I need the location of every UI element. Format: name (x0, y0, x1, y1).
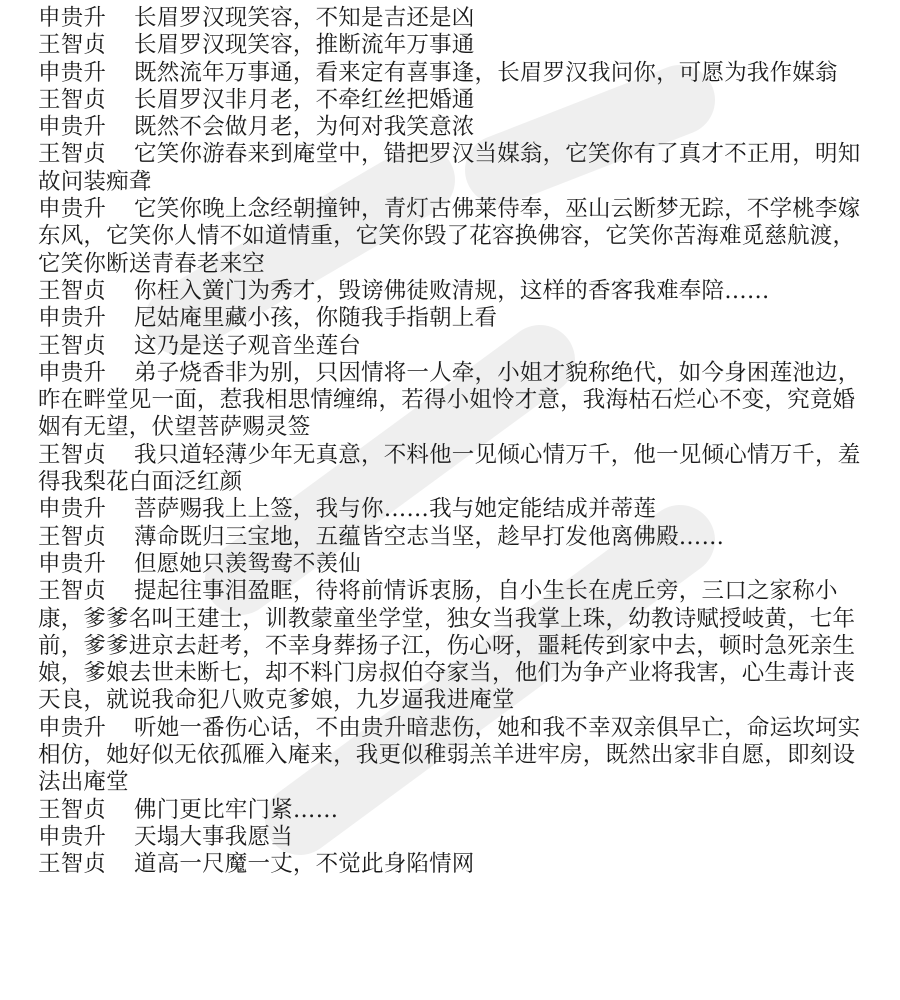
dialogue-line (38, 5, 874, 32)
speaker-name: 申贵升 (38, 496, 107, 523)
speaker-name: 王智贞 (38, 578, 107, 605)
speaker-name: 王智贞 (38, 851, 107, 878)
dialogue-line (38, 60, 874, 87)
dialogue-text: 长眉罗汉现笑容，推断流年万事通 (134, 32, 475, 59)
speaker-name: 申贵升 (38, 59, 107, 86)
dialogue-text: 听她一番伤心话，不由贵升暗悲伤，她和我不幸双亲俱早亡，命运坎坷实相仿，她好似无依孤雁入庵来，我更似稚弱羔羊进牢房，既然出家非自愿，即刻设法出庵堂 (38, 714, 861, 796)
dialogue-line (38, 278, 874, 305)
dialogue-text: 长眉罗汉现笑容，不知是吉还是凶 (134, 5, 475, 31)
speaker-name: 申贵升 (38, 359, 107, 386)
speaker-name: 申贵升 (38, 823, 107, 850)
dialogue-line (38, 496, 874, 523)
dialogue-line (38, 333, 874, 360)
speaker-name: 申贵升 (38, 714, 107, 741)
dialogue-line (38, 360, 874, 442)
dialogue-line (38, 551, 874, 578)
speaker-name: 王智贞 (38, 86, 107, 113)
speaker-name: 申贵升 (38, 114, 107, 141)
dialogue-line (38, 715, 874, 797)
dialogue-text: 弟子烧香非为别，只因情将一人牵，小姐才貌称绝代，如今身困莲池边，昨在畔堂见一面，惹我相思情缠绵，若得小姐怜才意，我海枯石烂心不变，究竟婚姻有无望，伏望菩萨赐灵签 (38, 359, 861, 441)
dialogue-text: 天塌大事我愿当 (134, 823, 293, 850)
dialogue-text: 提起往事泪盈眶，待将前情诉衷肠，自小生长在虎丘旁，三口之家称小康，爹爹名叫王建士，训教蒙童坐学堂，独女当我掌上珠，幼教诗赋授岐黄，七年前，爹爹进京去赶考，不幸身葬扬子江，伤心呀，噩耗传到家中去，顿时急死亲生娘，爹娘去世未断七，却不料门房叔伯夺家当，他们为争产业将我害，心生毒计丧天良，就说我命犯八败克爹娘，九岁逼我进庵堂 (38, 578, 856, 714)
speaker-name: 王智贞 (38, 441, 107, 468)
dialogue-line (38, 87, 874, 114)
dialogue-text: 你枉入黉门为秀才，毁谤佛徒败清规，这样的香客我难奉陪…… (134, 277, 770, 304)
speaker-name: 申贵升 (38, 196, 107, 223)
dialogue-line (38, 851, 874, 878)
dialogue-line (38, 32, 874, 59)
dialogue-line (38, 305, 874, 332)
speaker-name: 申贵升 (38, 305, 107, 332)
dialogue-text: 薄命既归三宝地，五蕴皆空志当坚，趁早打发他离佛殿…… (134, 523, 725, 550)
dialogue-text: 道高一尺魔一丈，不觉此身陷情网 (134, 851, 475, 878)
dialogue-line (38, 442, 874, 497)
dialogue-line (38, 196, 874, 278)
dialogue-text: 这乃是送子观音坐莲台 (134, 332, 362, 359)
dialogue-text: 既然流年万事通，看来定有喜事逢，长眉罗汉我问你，可愿为我作媒翁 (134, 59, 838, 86)
dialogue-text: 它笑你游春来到庵堂中，错把罗汉当媒翁，它笑你有了真才不正用，明知故问装痴聋 (38, 141, 861, 195)
speaker-name: 申贵升 (38, 5, 107, 31)
dialogue-text: 佛门更比牢门紧…… (134, 796, 339, 823)
dialogue-text: 它笑你晚上念经朝撞钟，青灯古佛莱侍奉，巫山云断梦无踪，不学桃李嫁东风，它笑你人情不如道情重，它笑你毁了花容换佛容，它笑你苦海难觅慈航渡，它笑你断送青春老来空 (38, 196, 861, 277)
dialogue-text: 既然不会做月老，为何对我笑意浓 (134, 114, 475, 141)
speaker-name: 王智贞 (38, 141, 107, 168)
script-body (38, 5, 874, 879)
speaker-name: 王智贞 (38, 523, 107, 550)
speaker-name: 王智贞 (38, 277, 107, 304)
dialogue-text: 长眉罗汉非月老，不牵红丝把婚通 (134, 86, 475, 113)
dialogue-text: 但愿她只羡鸳鸯不羡仙 (134, 550, 362, 577)
dialogue-line (38, 578, 874, 714)
dialogue-text: 尼姑庵里藏小孩，你随我手指朝上看 (134, 305, 498, 332)
dialogue-text: 菩萨赐我上上签，我与你……我与她定能结成并蒂莲 (134, 496, 657, 523)
dialogue-line (38, 524, 874, 551)
speaker-name: 王智贞 (38, 332, 107, 359)
speaker-name: 申贵升 (38, 550, 107, 577)
dialogue-text: 我只道轻薄少年无真意，不料他一见倾心情万千，他一见倾心情万千，羞得我梨花白面泛红颜 (38, 441, 861, 496)
dialogue-line (38, 141, 874, 196)
speaker-name: 王智贞 (38, 796, 107, 823)
dialogue-line (38, 824, 874, 851)
dialogue-line (38, 797, 874, 824)
dialogue-line (38, 114, 874, 141)
speaker-name: 王智贞 (38, 32, 107, 59)
